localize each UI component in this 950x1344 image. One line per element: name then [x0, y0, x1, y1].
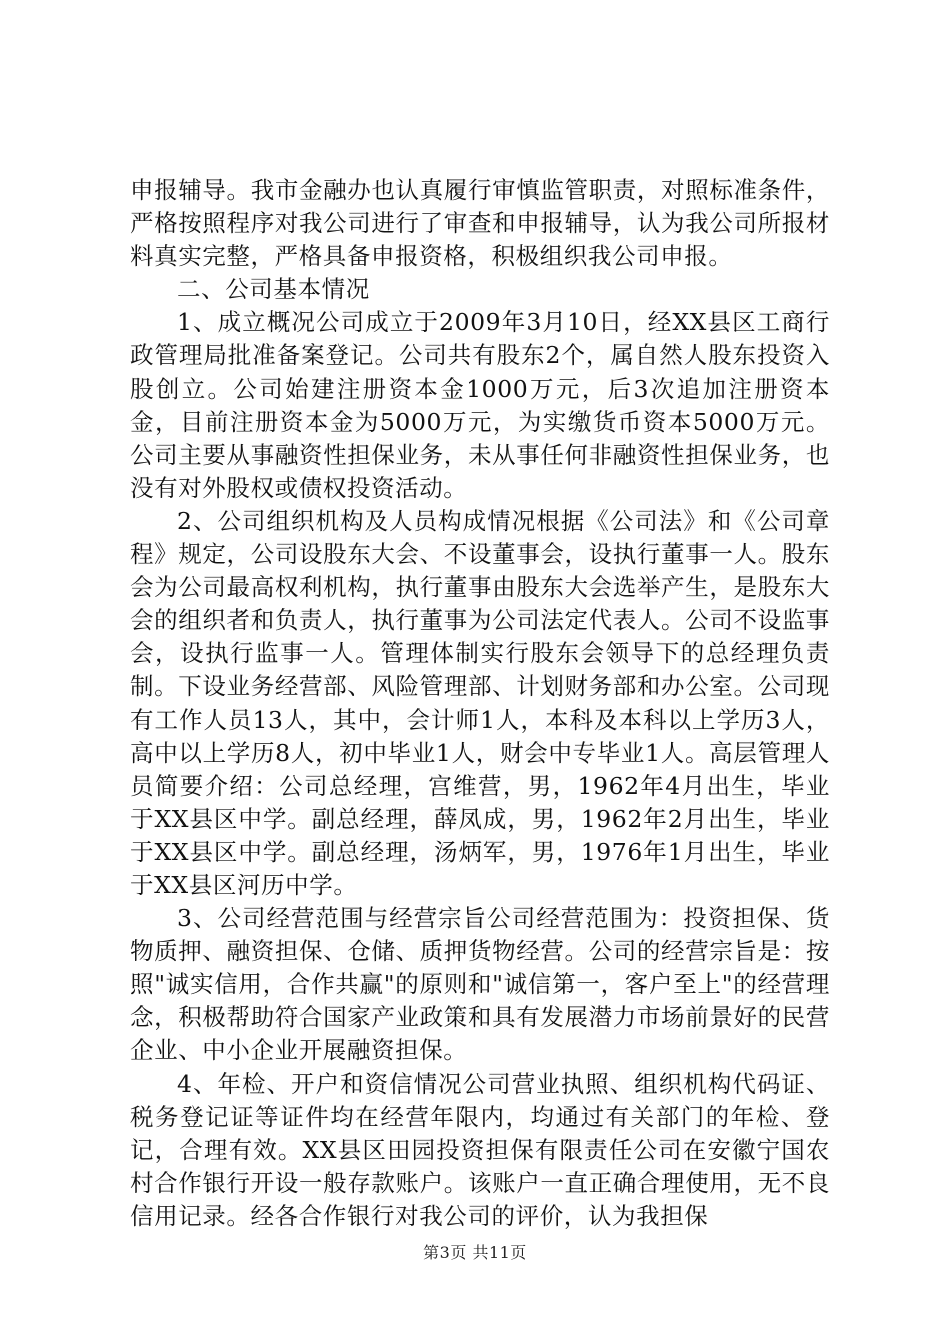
paragraph-continuation: 申报辅导。我市金融办也认真履行审慎监管职责，对照标准条件，严格按照程序对我公司进行了审查和申报辅导，认为我公司所报材料真实完整，严格具备申报资格，积极组织我公司申报。 — [130, 176, 830, 271]
page-number-footer: 第3页 共11页 — [423, 1243, 527, 1262]
paragraph-inspection-credit: 4、年检、开户和资信情况公司营业执照、组织机构代码证、税务登记证等证件均在经营年限内，均通过有关部门的年检、登记，合理有效。XX县区田园投资担保有限责任公司在安徽宁国农村合作银行开设一般存款账户。该账户一直正确合理使用，无不良信用记录。经各合作银行对我公司的评价，认为我担保 — [130, 1069, 830, 1230]
paragraph-business-scope: 3、公司经营范围与经营宗旨公司经营范围为：投资担保、货物质押、融资担保、仓储、质押货物经营。公司的经营宗旨是：按照"诚实信用，合作共赢"的原则和"诚信第一，客户至上"的经营理念，积极帮助符合国家产业政策和具有发展潜力市场前景好的民营企业、中小企业开展融资担保。 — [130, 904, 830, 1065]
paragraph-establishment: 1、成立概况公司成立于2009年3月10日，经XX县区工商行政管理局批准备案登记。公司共有股东2个，属自然人股东投资入股创立。公司始建注册资本金1000万元，后3次追加注册资本金，目前注册资本金为5000万元，为实缴货币资本5000万元。公司主要从事融资性担保业务，未从事任何非融资性担保业务，也没有对外股权或债权投资活动。 — [130, 308, 830, 502]
section-heading: 二、公司基本情况 — [177, 275, 370, 304]
document-page — [130, 174, 830, 1233]
paragraph-organization: 2、公司组织机构及人员构成情况根据《公司法》和《公司章程》规定，公司设股东大会、不设董事会，设执行董事一人。股东会为公司最高权利机构，执行董事由股东大会选举产生，是股东大会的组织者和负责人，执行董事为公司法定代表人。公司不设监事会，设执行监事一人。管理体制实行股东会领导下的总经理负责制。下设业务经营部、风险管理部、计划财务部和办公室。公司现有工作人员13人，其中，会计师1人，本科及本科以上学历3人，高中以上学历8人，初中毕业1人，财会中专毕业1人。高层管理人员简要介绍：公司总经理，宫维营，男，1962年4月出生，毕业于XX县区中学。副总经理，薛凤成，男，1962年2月出生，毕业于XX县区中学。副总经理，汤炳军，男，1976年1月出生，毕业于XX县区河历中学。 — [130, 506, 830, 899]
